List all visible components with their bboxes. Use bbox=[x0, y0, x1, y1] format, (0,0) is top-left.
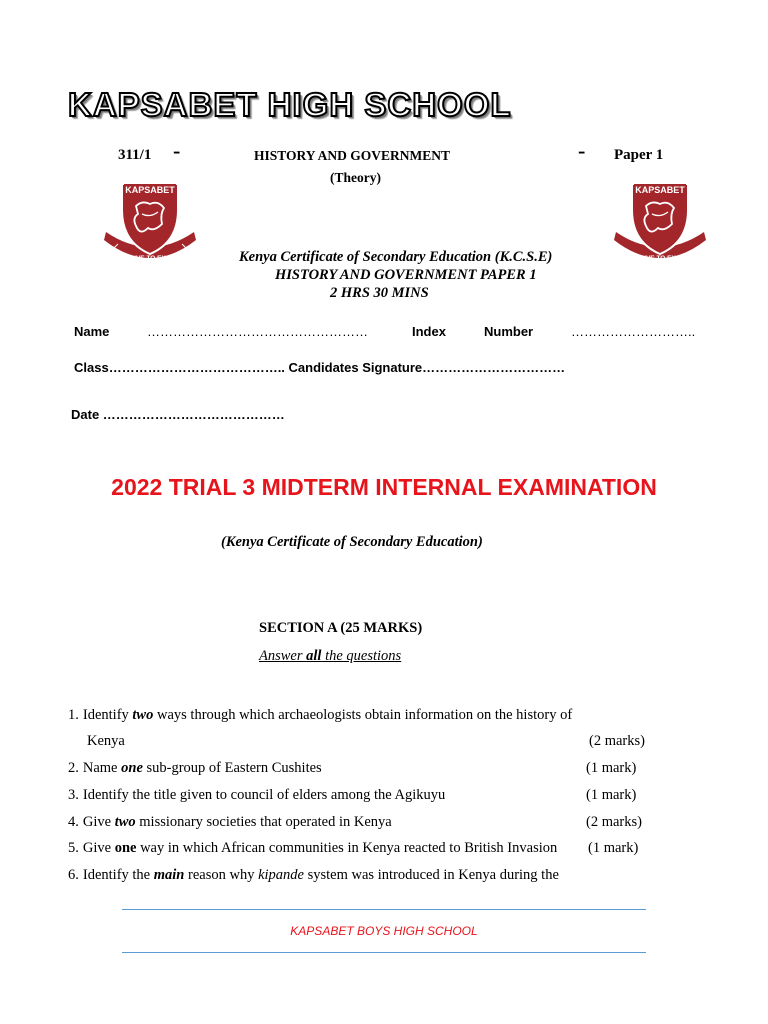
name-label: Name bbox=[74, 324, 110, 339]
question-2-marks: (1 mark) bbox=[586, 760, 637, 776]
question-1: 1. Identify two ways through which archaeologists obtain information on the history of bbox=[68, 707, 573, 723]
name-field[interactable]: …………………………………………… bbox=[147, 324, 368, 339]
number-label: Number bbox=[484, 324, 534, 339]
footer-text: KAPSABET BOYS HIGH SCHOOL bbox=[290, 924, 478, 938]
svg-text:KAPSABET: KAPSABET bbox=[635, 185, 685, 195]
school-name: KAPSABET HIGH SCHOOL bbox=[68, 86, 512, 123]
header-dash-left: - bbox=[173, 138, 181, 163]
section-heading: SECTION A (25 MARKS) bbox=[259, 620, 423, 636]
school-crest-icon bbox=[608, 180, 712, 264]
header-dash-right: - bbox=[578, 138, 586, 163]
subject-subtitle: (Theory) bbox=[330, 170, 381, 185]
kcse-line-3: 2 HRS 30 MINS bbox=[330, 285, 429, 301]
paper-number: Paper 1 bbox=[614, 147, 664, 163]
question-5: 5. Give one way in which African communities in Kenya reacted to British Invasion bbox=[68, 840, 558, 856]
question-3: 3. Identify the title given to council of elders among the Agikuyu bbox=[68, 787, 446, 803]
question-5-marks: (1 mark) bbox=[588, 840, 639, 856]
question-4-marks: (2 marks) bbox=[586, 814, 642, 830]
exam-subtitle: (Kenya Certificate of Secondary Education) bbox=[221, 534, 483, 550]
date-line[interactable]: Date …………………………………… bbox=[71, 407, 285, 422]
question-1-marks: (2 marks) bbox=[589, 733, 645, 749]
school-crest-icon bbox=[98, 180, 202, 264]
logo-motto: STRIVE TO EXCEL bbox=[121, 255, 179, 262]
section-instruction: Answer all the questions bbox=[259, 648, 402, 664]
logo-motto: STRIVE TO EXCEL bbox=[631, 255, 689, 262]
question-6: 6. Identify the main reason why kipande system was introduced in Kenya during the bbox=[68, 867, 559, 883]
index-label: Index bbox=[412, 324, 446, 339]
subject-title: HISTORY AND GOVERNMENT bbox=[254, 148, 451, 163]
kcse-line-1: Kenya Certificate of Secondary Education (K.C.S.E) bbox=[239, 249, 553, 265]
school-logo-right bbox=[608, 180, 712, 264]
question-1-continuation: Kenya bbox=[87, 733, 125, 749]
exam-title: 2022 TRIAL 3 MIDTERM INTERNAL EXAMINATION bbox=[111, 474, 657, 500]
kcse-line-2: HISTORY AND GOVERNMENT PAPER 1 bbox=[275, 267, 537, 283]
school-logo-left bbox=[98, 180, 202, 264]
question-3-marks: (1 mark) bbox=[586, 787, 637, 803]
question-2: 2. Name one sub-group of Eastern Cushites bbox=[68, 760, 322, 776]
svg-text:KAPSABET: KAPSABET bbox=[125, 185, 175, 195]
footer-divider-top bbox=[122, 909, 646, 910]
footer-divider-bottom bbox=[122, 952, 646, 953]
paper-code: 311/1 bbox=[118, 147, 152, 163]
index-number-field[interactable]: ……………………….. bbox=[571, 324, 696, 339]
class-signature-line[interactable]: Class………………………………….. Candidates Signature…………………………… bbox=[74, 360, 566, 375]
question-4: 4. Give two missionary societies that operated in Kenya bbox=[68, 814, 392, 830]
